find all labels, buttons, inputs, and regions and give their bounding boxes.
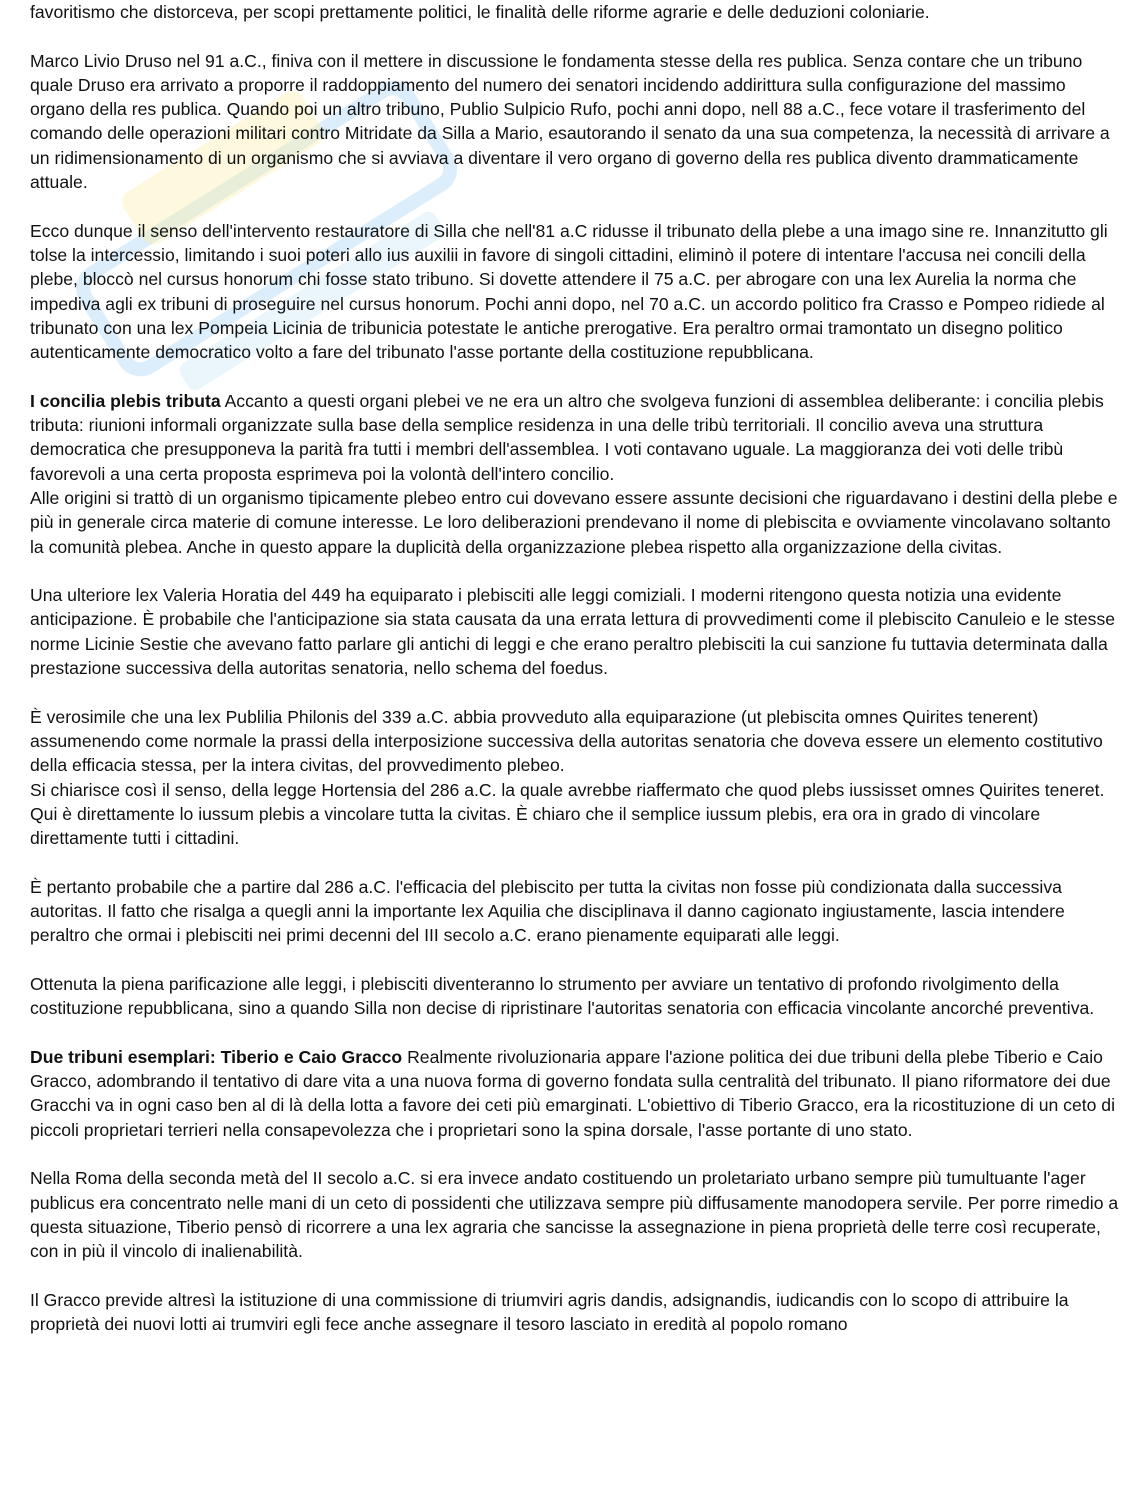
section-heading-concilia: I concilia plebis tributa [30, 390, 221, 411]
paragraph-6: Una ulteriore lex Valeria Horatia del 449 ha equiparato i plebisciti alle leggi comiziali. I moderni ritengono questa notizia una evidente anticipazione. È probabile che l'anticipazione sia stata causata da una errata lettura di provvedimenti come il plebiscito Canuleio e le stesse norme Licinie Sestie che avevano fatto parlare gli antichi di leggi e che erano peraltro plebisciti la cui sanzione fu tuttavia determinata dalla prestazione successiva della autoritas senatoria, nello schema del foedus. [30, 585, 1116, 679]
section-heading-gracchi: Due tribuni esemplari: Tiberio e Caio Gracco [30, 1046, 403, 1067]
paragraph-4-text: Accanto a questi organi plebei ve ne era un altro che svolgeva funzioni di assemblea deliberante: i concilia plebis tributa: riunioni informali organizzate sulla base della semplice residenza in una delle tribù territoriali. Il concilio aveva una struttura democratica che presupponeva la parità fra tutti i membri dell'assemblea. I voti contavano uguale. La maggioranza dei voti delle tribù favorevoli a una certa proposta esprimeva poi la volontà dell'intero concilio. [30, 390, 1104, 484]
paragraph-11-text: Realmente rivoluzionaria appare l'azione politica dei due tribuni della plebe Tiberio e Caio Gracco, adombrando il tentativo di dare vita a una nuova forma di governo fondata sulla centralità del tribunato. Il piano riformatore dei due Gracchi va in ogni caso ben al di là della lotta a favore dei ceti più emarginati. L'obiettivo di Tiberio Gracco, era la ricostituzione di un ceto di piccoli proprietari terrieri nella consapevolezza che i proprietari sono la spina dorsale, l'asse portante di uno stato. [30, 1046, 1115, 1140]
paragraph-4 [30, 389, 1122, 486]
paragraph-3: Ecco dunque il senso dell'intervento restauratore di Silla che nell'81 a.C ridusse il tribunato della plebe a una imago sine re. Innanzitutto gli tolse la intercessio, limitando i suoi poteri allo ius auxilii in favore di singoli cittadini, eliminò il potere di intentare l'accusa nei concili della plebe, bloccò nel cursus honorum chi fosse stato tribuno. Si dovette attendere il 75 a.C. per abrogare con una lex Aurelia la norma che impediva agli ex tribuni di proseguire nel cursus honorum. Pochi anni dopo, nel 70 a.C. un accordo politico fra Crasso e Pompeo ridiede al tribunato con una lex Pompeia Licinia de tribunicia potestate le antiche prerogative. Era peraltro ormai tramontato un disegno politico autenticamente democratico volto a fare del tribunato l'asse portante della costituzione repubblicana. [30, 220, 1108, 363]
paragraph-13: Il Gracco previde altresì la istituzione di una commissione di triumviri agris dandis, adsignandis, iudicandis con lo scopo di attribuire la proprietà dei nuovi lotti ai trumviri egli fece anche assegnare il tesoro lasciato in eredità al popolo romano [30, 1289, 1069, 1335]
paragraph-9: È pertanto probabile che a partire dal 286 a.C. l'efficacia del plebiscito per tutta la civitas non fosse più condizionata dalla successiva autoritas. Il fatto che risalga a quegli anni la importante lex Aquilia che disciplinava il danno cagionato ingiustamente, lascia intendere peraltro che ormai i plebisciti nei primi decenni del III secolo a.C. erano pienamente equiparati alle leggi. [30, 876, 1065, 946]
paragraph-10: Ottenuta la piena parificazione alle leggi, i plebisciti diventeranno lo strumento per avviare un tentativo di profondo rivolgimento della costituzione repubblicana, sino a quando Silla non decise di ripristinare l'autoritas senatoria con efficacia vincolante ancorché preventiva. [30, 973, 1095, 1019]
paragraph-8: Si chiarisce così il senso, della legge Hortensia del 286 a.C. la quale avrebbe riaffermato che quod plebs iussisset omnes Quirites teneret. Qui è direttamente lo iussum plebis a vincolare tutta la civitas. È chiaro che il semplice iussum plebis, era ora in grado di vincolare direttamente tutti i cittadini. [30, 779, 1105, 849]
document-page [30, 0, 1122, 1361]
paragraph-11 [30, 1045, 1122, 1142]
paragraph-12: Nella Roma della seconda metà del II secolo a.C. si era invece andato costituendo un proletariato urbano sempre più tumultuante l'ager publicus era concentrato nelle mani di un ceto di possidenti che utilizzava sempre più diffusamente manodopera servile. Per porre rimedio a questa situazione, Tiberio pensò di ricorrere a una lex agraria che sancisse la assegnazione in piena proprietà delle terre così recuperate, con in più il vincolo di inalienabilità. [30, 1168, 1119, 1262]
paragraph-2: Marco Livio Druso nel 91 a.C., finiva con il mettere in discussione le fondamenta stesse della res publica. Senza contare che un tribuno quale Druso era arrivato a proporre il raddoppiamento del numero dei senatori incidendo addirittura sulla configurazione del massimo organo della res publica. Quando poi un altro tribuno, Publio Sulpicio Rufo, pochi anni dopo, nell 88 a.C., fece votare il trasferimento del comando delle operazioni militari contro Mitridate da Silla a Mario, esautorando il senato da una sua competenza, la necessità di arrivare a un ridimensionamento di un organismo che si avviava a diventare il vero organo di governo della res publica divento drammaticamente attuale. [30, 50, 1110, 193]
paragraph-5: Alle origini si trattò di un organismo tipicamente plebeo entro cui dovevano essere assunte decisioni che riguardavano i destini della plebe e più in generale circa materie di comune interesse. Le loro deliberazioni prendevano il nome di plebiscita e ovviamente vincolavano soltanto la comunità plebea. Anche in questo appare la duplicità della organizzazione plebea rispetto alla organizzazione della civitas. [30, 487, 1118, 557]
paragraph-7: È verosimile che una lex Publilia Philonis del 339 a.C. abbia provveduto alla equiparazione (ut plebiscita omnes Quirites tenerent) assumenendo come normale la prassi della interposizione successiva della autoritas senatoria che doveva essere un elemento costitutivo della efficacia stessa, per la intera civitas, del provvedimento plebeo. [30, 706, 1103, 776]
paragraph-1: favoritismo che distorceva, per scopi prettamente politici, le finalità delle riforme agrarie e delle deduzioni coloniarie. [30, 2, 930, 22]
